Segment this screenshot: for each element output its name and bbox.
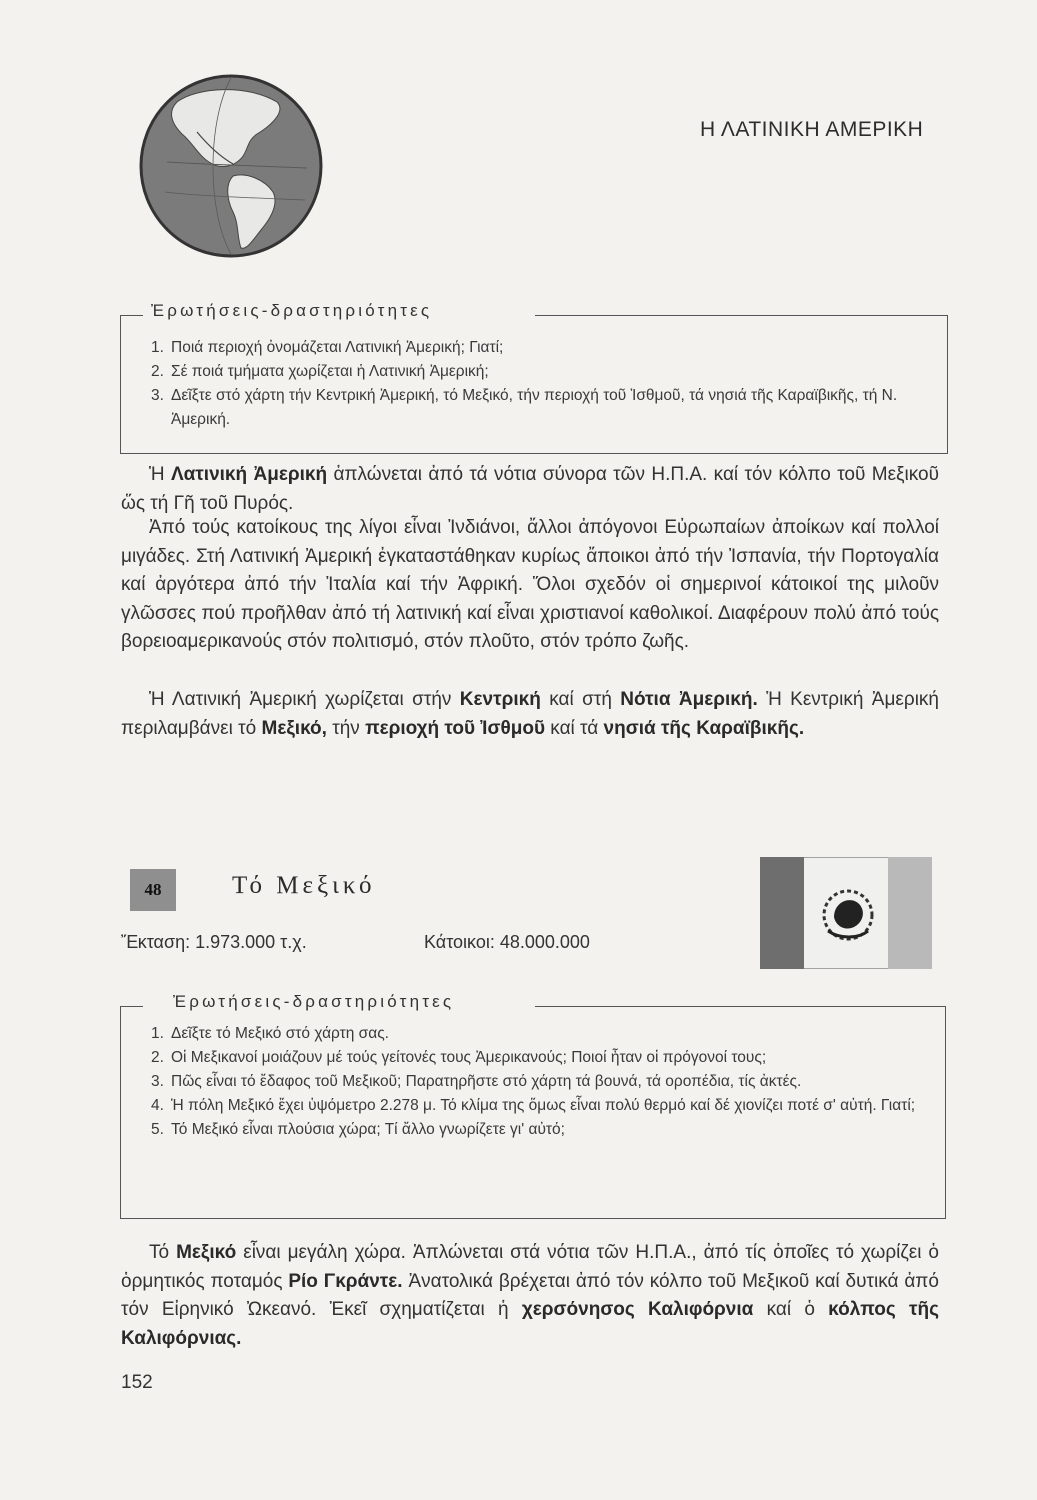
question-item: 3. Δεῖξτε στό χάρτη τήν Κεντρική Ἀμερική, τό Μεξικό, τήν περιοχή τοῦ Ἰσθμοῦ, τά νησιά τῆς Καραϊβικῆς, τή Ν. Ἀμερική. (151, 387, 898, 428)
chapter-title: Η ΛΑΤΙΝΙΚΗ ΑΜΕΡΙΚΗ (700, 118, 924, 141)
section-title: Τό Μεξικό (232, 872, 376, 899)
intro-paragraph-3: Ἡ Λατινική Ἀμερική χωρίζεται στήν Κεντρική καί στή Νότια Ἀμερική. Ἡ Κεντρική Ἀμερική περιλαμβάνει τό Μεξικό, τήν περιοχή τοῦ Ἰσθμοῦ καί τά νησιά τῆς Καραϊβικῆς. (121, 689, 939, 739)
questions-heading: Ἐρωτήσεις-δραστηριότητες (151, 301, 433, 320)
globe-illustration (137, 72, 325, 260)
question-item: 5. Τό Μεξικό εἶναι πλούσια χώρα; Τί ἄλλο γνωρίζετε γι' αὐτό; (151, 1121, 565, 1138)
population-stat: Κάτοικοι: 48.000.000 (424, 932, 590, 952)
mexico-flag (760, 857, 932, 969)
questions-box-1 (120, 301, 948, 454)
page-number: 152 (121, 1372, 153, 1393)
questions-list (151, 336, 941, 432)
intro-paragraph-2: Ἀπό τούς κατοίκους της λίγοι εἶναι Ἰνδιάνοι, ἄλλοι ἀπόγονοι Εὐρωπαίων ἀποίκων καί πολλοί μιγάδες. Στή Λατινική Ἀμερική ἐγκαταστάθηκαν κυρίως ἄποικοι ἀπό τήν Ἰσπανία, τήν Πορτογαλία καί ἀργότερα ἀπό τήν Ἰταλία καί τήν Ἀφρική. Ὅλοι σχεδόν οἱ σημερινοί κάτοικοί της μιλοῦν γλῶσσες πού προῆλθαν ἀπό τή λατινική καί εἶναι χριστιανοί καθολικοί. Διαφέρουν πολύ ἀπό τούς βορειοαμερικανούς στόν πολιτισμό, στόν πλοῦτο, στόν τρόπο ζωῆς. (121, 517, 939, 652)
question-item: 3. Πῶς εἶναι τό ἔδαφος τοῦ Μεξικοῦ; Παρατηρῆστε στό χάρτη τά βουνά, τά οροπέδια, τίς ἀκτές. (151, 1073, 802, 1090)
question-item: 1. Ποιά περιοχή ὀνομάζεται Λατινική Ἀμερική; Γιατί; (151, 339, 504, 356)
question-item: 2. Σέ ποιά τμήματα χωρίζεται ἡ Λατινική Ἀμερική; (151, 363, 489, 380)
questions-list (151, 1022, 927, 1142)
questions-box-2 (120, 992, 946, 1219)
section-number: 48 (130, 869, 176, 911)
area-stat: Ἔκταση: 1.973.000 τ.χ. (121, 932, 307, 952)
question-item: 4. Ἡ πόλη Μεξικό ἔχει ὑψόμετρο 2.278 μ. Τό κλίμα της ὅμως εἶναι πολύ θερμό καί δέ χιονίζει ποτέ σ' αὐτή. Γιατί; (151, 1097, 916, 1114)
question-item: 2. Οἱ Μεξικανοί μοιάζουν μέ τούς γείτονές τους Ἀμερικανούς; Ποιοί ἦταν οἱ πρόγονοί τους; (151, 1049, 767, 1066)
intro-paragraph-1: Ἡ Λατινική Ἀμερική ἁπλώνεται ἀπό τά νότια σύνορα τῶν Η.Π.Α. καί τόν κόλπο τοῦ Μεξικοῦ ὥς τή Γῆ τοῦ Πυρός. (121, 464, 939, 514)
question-item: 1. Δεῖξτε τό Μεξικό στό χάρτη σας. (151, 1025, 389, 1042)
questions-heading: Ἐρωτήσεις-δραστηριότητες (173, 992, 455, 1011)
mexico-paragraph: Τό Μεξικό εἶναι μεγάλη χώρα. Ἁπλώνεται στά νότια τῶν Η.Π.Α., ἀπό τίς ὁποῖες τό χωρίζει ὁ ὁρμητικός ποταμός Ρίο Γκράντε. Ἀνατολικά βρέχεται ἀπό τόν κόλπο τοῦ Μεξικοῦ καί δυτικά ἀπό τόν Εἰρηνικό Ὠκεανό. Ἐκεῖ σχηματίζεται ἡ χερσόνησος Καλιφόρνια καί ὁ κόλπος τῆς Καλιφόρνιας. (121, 1242, 939, 1349)
